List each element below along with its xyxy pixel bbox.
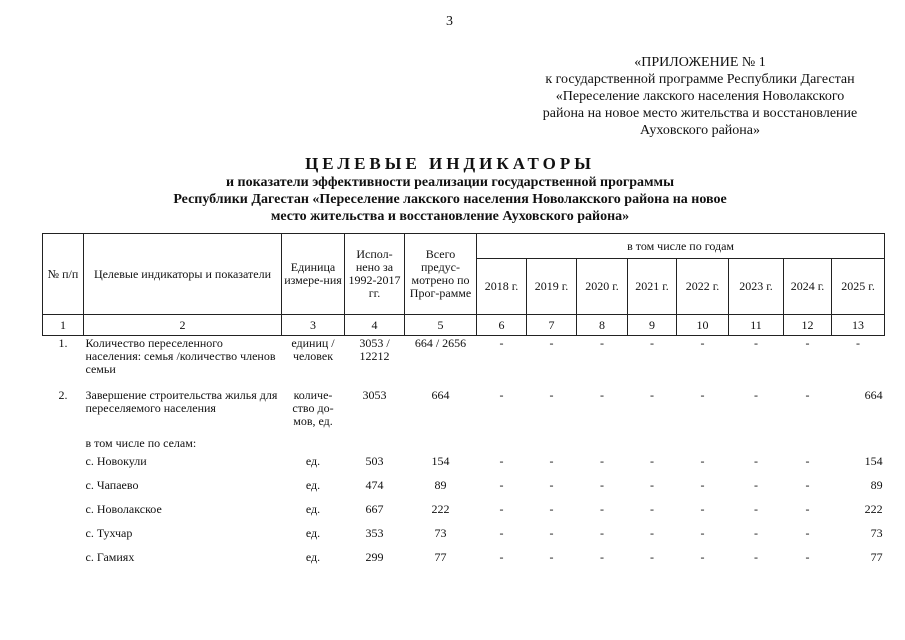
column-number: 9 (628, 315, 677, 336)
header-done: Испол-нено за 1992-2017 гг. (345, 234, 405, 315)
column-number-row (43, 315, 885, 336)
row-year-value: 222 (864, 501, 883, 516)
row-year-value: - (754, 525, 758, 540)
row-year-value: - (549, 501, 554, 516)
row-number: 2. (58, 387, 68, 402)
header-year: 2025 г. (832, 259, 885, 315)
row-year-value: - (754, 453, 758, 468)
appendix-line: к государственной программе Республики Дагестан (545, 72, 855, 87)
row-unit: ед. (305, 501, 321, 516)
row-indicator: в том числе по селам: (85, 435, 197, 450)
row-year-value: - (499, 477, 504, 492)
row-unit: ед. (305, 477, 321, 492)
row-indicator: Завершение строительства жилья для переселяемого населения (85, 387, 278, 415)
row-year-value: - (549, 525, 554, 540)
row-year-value: - (754, 549, 758, 564)
appendix-line: района на новое место жительства и восстановление (542, 106, 858, 121)
row-year-value: - (600, 453, 604, 468)
row-year-value: - (700, 477, 705, 492)
row-unit (282, 436, 345, 454)
column-number: 8 (577, 315, 628, 336)
row-unit: ед. (305, 525, 321, 540)
row-year-value: - (805, 549, 810, 564)
table-row (43, 526, 885, 550)
title-line: место жительства и восстановление Ауховского района» (270, 209, 630, 224)
row-year-value: - (650, 525, 654, 540)
row-done: 299 (365, 549, 384, 564)
row-total: 664 / 2656 (414, 336, 467, 350)
row-year-value: - (549, 387, 554, 402)
row-total (405, 436, 477, 454)
column-number: 3 (282, 315, 345, 336)
appendix-line: Ауховского района» (639, 123, 761, 138)
row-number (43, 550, 84, 572)
row-year-value: - (600, 477, 604, 492)
row-indicator: с. Новокули (85, 453, 147, 468)
header-year: 2018 г. (477, 259, 527, 315)
header-year: 2024 г. (784, 259, 832, 315)
row-year-value (832, 436, 885, 454)
column-number: 4 (345, 315, 405, 336)
row-year-value: - (805, 501, 810, 516)
header-year: 2023 г. (729, 259, 784, 315)
row-indicator: с. Гамиях (85, 549, 135, 564)
row-year-value: - (600, 336, 604, 350)
row-indicator: с. Новолакское (85, 501, 162, 516)
column-number: 11 (729, 315, 784, 336)
row-year-value (784, 436, 832, 454)
row-unit: количе-ство до-мов, ед. (292, 387, 334, 428)
row-year-value: - (754, 477, 758, 492)
table-row (43, 436, 885, 454)
page-number: 3 (446, 14, 453, 29)
column-number: 7 (527, 315, 577, 336)
row-year-value: - (700, 501, 705, 516)
row-total: 77 (434, 549, 447, 564)
column-number: 2 (84, 315, 282, 336)
row-year-value (527, 436, 577, 454)
row-year-value: - (600, 549, 604, 564)
title-main: ЦЕЛЕВЫЕ ИНДИКАТОРЫ (305, 154, 595, 173)
row-unit: ед. (305, 453, 321, 468)
row-unit: ед. (305, 549, 321, 564)
column-number: 13 (832, 315, 885, 336)
row-year-value: - (549, 549, 554, 564)
title-line: Республики Дагестан «Переселение лакского населения Новолакского района на новое (173, 192, 727, 207)
row-indicator: с. Чапаево (85, 477, 139, 492)
column-number: 6 (477, 315, 527, 336)
header-by-years: в том числе по годам (477, 234, 885, 259)
row-year-value: - (499, 525, 504, 540)
row-year-value: 77 (870, 549, 883, 564)
row-done: 503 (365, 453, 384, 468)
table-row (43, 550, 885, 572)
row-year-value: - (600, 525, 604, 540)
row-total: 89 (434, 477, 447, 492)
row-year-value: - (549, 336, 554, 350)
row-year-value: - (754, 336, 758, 350)
header-indicator: Целевые индикаторы и показатели (84, 234, 282, 315)
row-unit: единиц / человек (291, 336, 335, 363)
column-number: 10 (677, 315, 729, 336)
header-total: Всего предус-мотрено по Прог-рамме (405, 234, 477, 315)
appendix-line: «Переселение лакского населения Новолакского (555, 89, 845, 104)
row-year-value: - (650, 336, 654, 350)
row-year-value (628, 436, 677, 454)
row-year-value: - (549, 453, 554, 468)
row-indicator: Количество переселенного населения: семья /количество членов семьи (85, 336, 276, 376)
header-year: 2021 г. (628, 259, 677, 315)
row-year-value: - (700, 336, 705, 350)
row-done: 474 (365, 477, 384, 492)
row-year-value: - (499, 336, 504, 350)
row-year-value: - (600, 387, 604, 402)
table-row (43, 388, 885, 436)
row-year-value: - (650, 387, 654, 402)
table-row (43, 478, 885, 502)
row-done: 667 (365, 501, 384, 516)
header-num: № п/п (43, 234, 84, 315)
row-year-value: - (805, 387, 810, 402)
row-year-value: - (650, 477, 654, 492)
row-year-value: - (754, 501, 758, 516)
row-year-value: - (549, 477, 554, 492)
header-year: 2022 г. (677, 259, 729, 315)
column-number: 5 (405, 315, 477, 336)
table-row (43, 336, 885, 388)
row-number (43, 502, 84, 526)
row-year-value: - (650, 501, 654, 516)
row-year-value: 89 (870, 477, 883, 492)
row-year-value: 664 (864, 387, 883, 402)
row-number (43, 526, 84, 550)
row-number (43, 454, 84, 478)
row-done: 3053 (362, 387, 387, 402)
row-year-value: - (805, 453, 810, 468)
row-year-value: - (805, 525, 810, 540)
row-done (345, 436, 405, 454)
document-title (130, 154, 770, 225)
row-indicator: с. Тухчар (85, 525, 133, 540)
row-year-value: - (700, 387, 705, 402)
row-number (43, 478, 84, 502)
table-row (43, 454, 885, 478)
row-year-value: - (499, 549, 504, 564)
column-number: 1 (43, 315, 84, 336)
row-year-value: - (700, 525, 705, 540)
row-done: 3053 / 12212 (359, 336, 390, 363)
row-total: 154 (431, 453, 450, 468)
row-year-value: - (805, 477, 810, 492)
appendix-line: «ПРИЛОЖЕНИЕ № 1 (634, 55, 766, 70)
row-year-value: - (700, 549, 705, 564)
header-unit: Единица измере-ния (282, 234, 345, 315)
header-year: 2020 г. (577, 259, 628, 315)
appendix-note (520, 54, 880, 139)
row-year-value: 73 (870, 525, 883, 540)
row-year-value: - (600, 501, 604, 516)
row-total: 73 (434, 525, 447, 540)
row-year-value: - (856, 336, 861, 350)
column-number: 12 (784, 315, 832, 336)
row-number (43, 436, 84, 454)
row-done: 353 (365, 525, 384, 540)
table-row (43, 502, 885, 526)
row-year-value (477, 436, 527, 454)
title-line: и показатели эффективности реализации государственной программы (225, 175, 675, 190)
row-year-value: - (499, 387, 504, 402)
header-year: 2019 г. (527, 259, 577, 315)
row-year-value (729, 436, 784, 454)
row-year-value: - (499, 453, 504, 468)
row-year-value: 154 (864, 453, 883, 468)
row-year-value (677, 436, 729, 454)
row-year-value: - (499, 501, 504, 516)
row-year-value: - (754, 387, 758, 402)
row-total: 664 (431, 387, 450, 402)
row-year-value: - (650, 549, 654, 564)
row-year-value: - (650, 453, 654, 468)
indicators-table (42, 233, 885, 572)
row-number: 1. (58, 336, 68, 350)
row-year-value: - (700, 453, 705, 468)
row-total: 222 (431, 501, 450, 516)
row-year-value (577, 436, 628, 454)
row-year-value: - (805, 336, 810, 350)
